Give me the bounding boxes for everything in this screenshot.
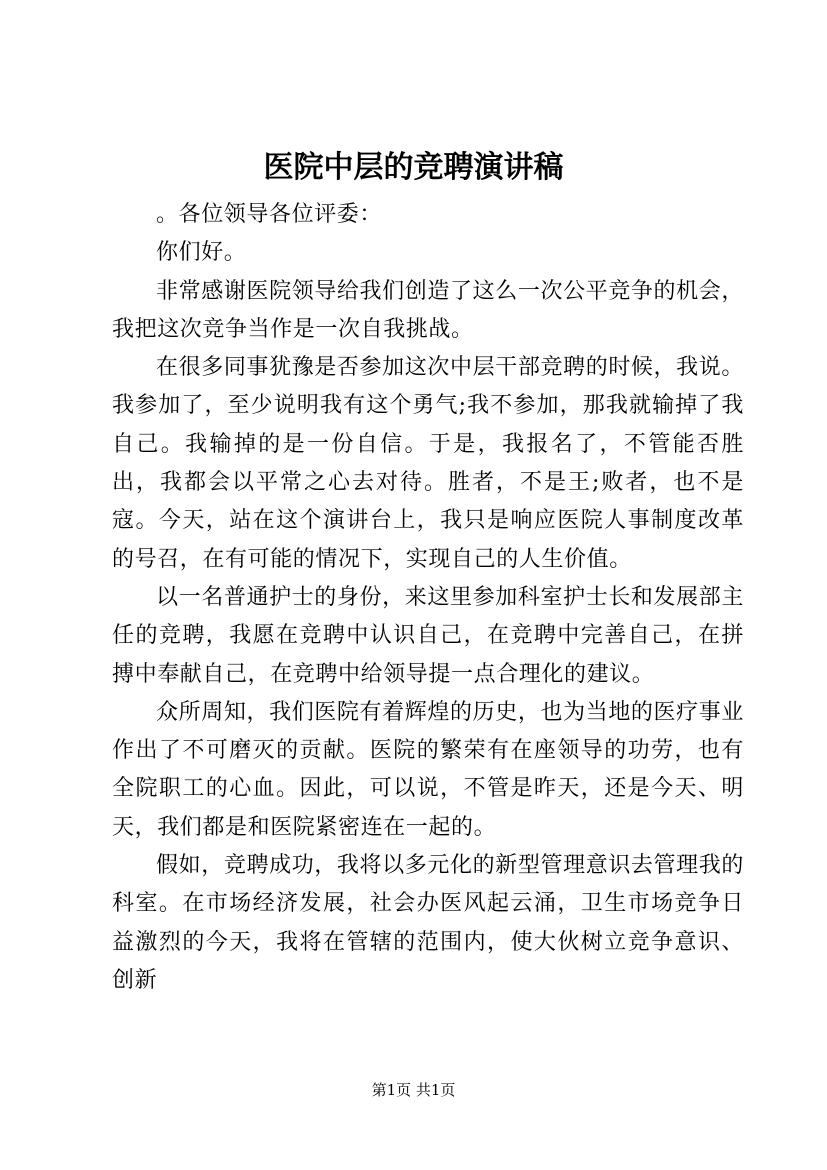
- paragraph-greeting: 。各位领导各位评委：: [156, 202, 383, 227]
- paragraph-hello: 你们好。: [156, 240, 247, 266]
- paragraph-thanks: 非常感谢医院领导给我们创造了这么一次公平竞争的机会，我把这次竞争当作是一次自我挑战。: [112, 278, 744, 342]
- paragraph-identity: 以一名普通护士的身份，来这里参加科室护士长和发展部主任的竞聘，我愿在竞聘中认识自己，在竞聘中完善自己，在拼搏中奉献自己，在竞聘中给领导提一点合理化的建议。: [112, 584, 744, 687]
- paragraph-decision: 在很多同事犹豫是否参加这次中层干部竞聘的时候，我说。我参加了，至少说明我有这个勇气;我不参加，那我就输掉了我自己。我输掉的是一份自信。于是，我报名了，不管能否胜出，我都会以平常之心去对待。胜者，不是王;败者，也不是寇。今天，站在这个演讲台上，我只是响应医院人事制度改革的号召，在有可能的情况下，实现自己的人生价值。: [112, 355, 744, 572]
- paragraph-history: 众所周知，我们医院有着辉煌的历史，也为当地的医疗事业作出了不可磨灭的贡献。医院的繁荣有在座领导的功劳，也有全院职工的心血。因此，可以说，不管是昨天，还是今天、明天，我们都是和医院紧密连在一起的。: [112, 699, 744, 840]
- page-footer: 第1页 共1页: [371, 1081, 456, 1099]
- document-body: [112, 196, 744, 1000]
- paragraph-plan: 假如，竞聘成功，我将以多元化的新型管理意识去管理我的科室。在市场经济发展，社会办医风起云涌，卫生市场竞争日益激烈的今天，我将在管辖的范围内，使大伙树立竞争意识、创新: [112, 853, 744, 993]
- page-title: 医院中层的竞聘演讲稿: [263, 150, 564, 185]
